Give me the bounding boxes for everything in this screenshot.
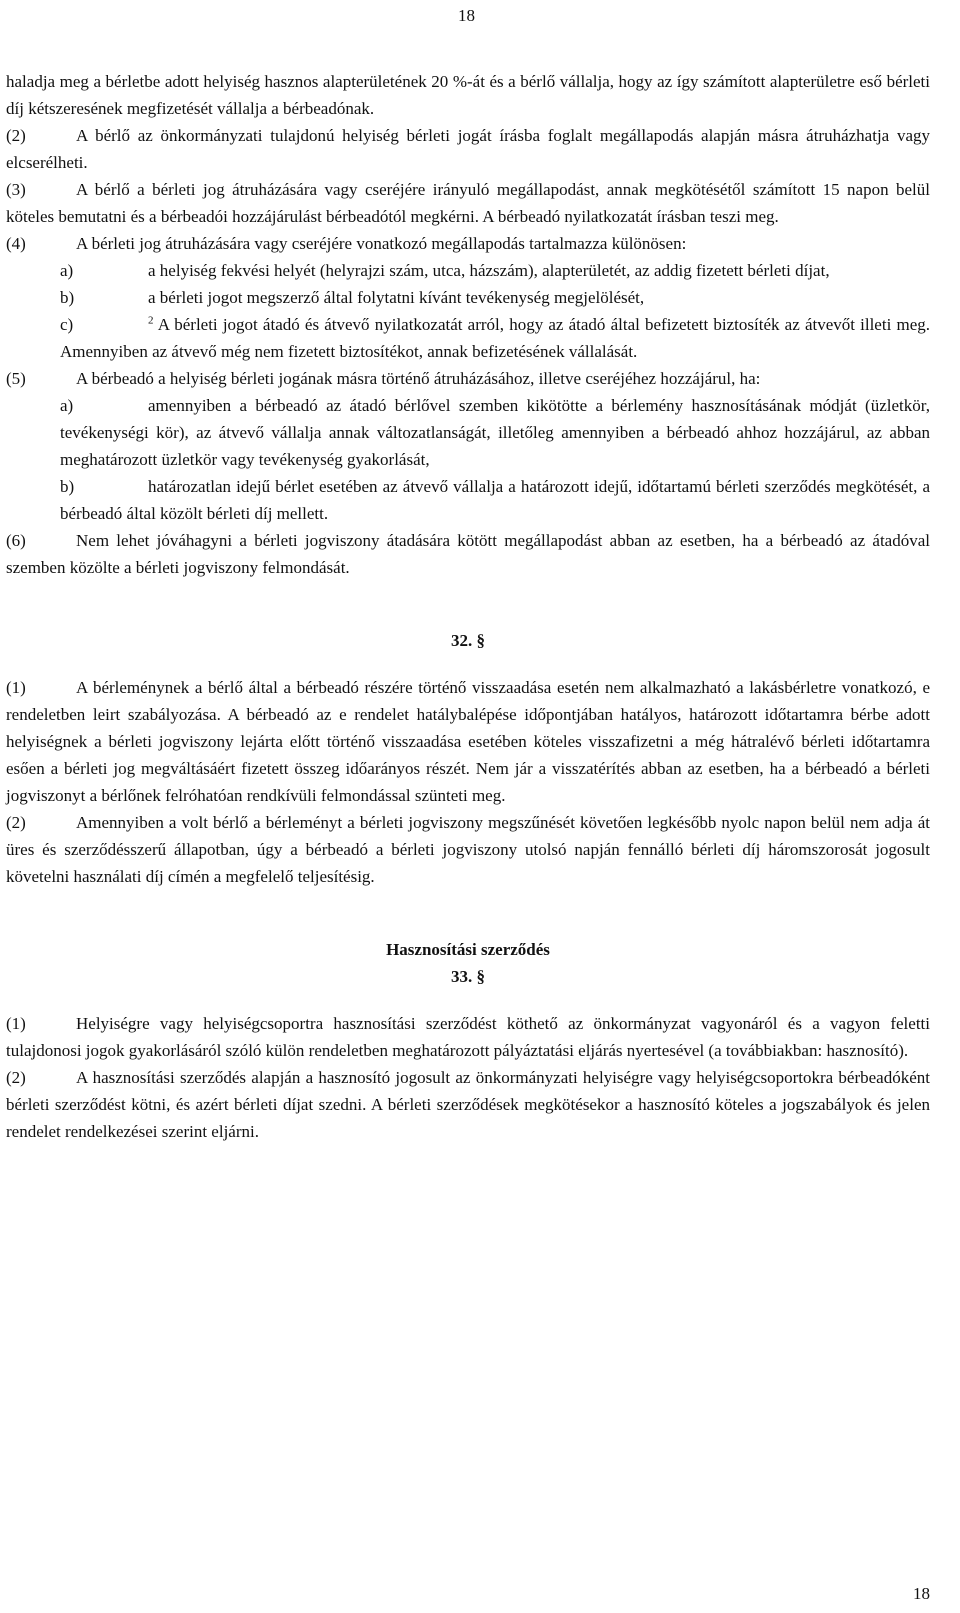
- footnote-mark: 2: [148, 314, 154, 327]
- list-text: a helyiség fekvési helyét (helyrajzi szám, utca, házszám), alapterületét, az addig fizetett bérleti díjat,: [148, 261, 830, 280]
- section-title-32: [6, 627, 930, 654]
- section-number: 32.: [451, 631, 473, 650]
- paragraph-text: A hasznosítási szerződés alapján a hasznosító jogosult az önkormányzati helyiségre vagy helyiségcsoportokra bérbeadóként bérleti szerződést kötni, és azért bérleti díjat szedni. A bérleti szerződések megkötésekor a hasznosító köteles a jogszabályok és jelen rendelet rendelkezései szerint eljárni.: [6, 1068, 930, 1141]
- list-letter: c): [60, 315, 74, 334]
- list-item-5a: [6, 392, 930, 473]
- paragraph-number: (1): [6, 1014, 26, 1033]
- paragraph-text: A bérleménynek a bérlő által a bérbeadó részére történő visszaadása esetén nem alkalmazható a lakásbérletre vonatkozó, e rendeletben leirt szabályozása. A bérbeadó az e rendelet hatálybalépése időpontjában hatályos, határozott időtartamra bérbe adott helyiségnek a bérleti jogviszony lejárta előtt történő visszaadása esetében köteles visszafizetni a még hátralévő bérleti időtartamra esően a bérleti jog megváltásáért fizetett összeg időarányos részét. Nem jár a visszatérítés abban az esetben, ha a bérbeadó a bérleti jogviszonyt a bérlőnek felróhatóan rendkívüli felmondással szünteti meg.: [6, 678, 930, 805]
- paragraph-text: A bérbeadó a helyiség bérleti jogának másra történő átruházásához, illetve cseréjéhez hozzájárul, ha:: [76, 369, 761, 388]
- paragraph-31-3: [6, 176, 930, 230]
- paragraph-number: (2): [6, 813, 26, 832]
- paragraph-33-2: [6, 1064, 930, 1145]
- paragraph-text: Amennyiben a volt bérlő a bérleményt a bérleti jogviszony megszűnését követően legkésőbb nyolc napon belül nem adja át üres és szerződésszerű állapotban, úgy a bérbeadó a bérleti jogviszony utolsó napján fennálló bérleti díj háromszorosát jogosult követelni használati díj címén a megfelelő teljesítésig.: [6, 813, 930, 886]
- paragraph-number: (1): [6, 678, 26, 697]
- list-text: A bérleti jogot átadó és átvevő nyilatkozatát arról, hogy az átadó által befizetett biztosíték az átvevőt illeti meg. Amennyiben az átvevő még nem fizetett biztosítékot, annak befizetésének vállalását.: [60, 315, 930, 361]
- list-text: amennyiben a bérbeadó az átadó bérlővel szemben kikötötte a bérlemény hasznosításának módját (üzletkör, tevékenységi kör), az átvevő vállalja annak változatlanságát, illetőleg amennyiben a bérbeadó ahhoz hozzájárul, az abban meghatározott üzletkör vagy tevékenység gyakorlását,: [60, 396, 930, 469]
- paragraph-number: (2): [6, 1068, 26, 1087]
- list-item-4a: [6, 257, 930, 284]
- paragraph-32-1: [6, 674, 930, 809]
- section-mark: §: [476, 967, 485, 986]
- list-letter: b): [60, 477, 75, 496]
- list-text: határozatlan idejű bérlet esetében az átvevő vállalja a határozott idejű, időtartamú bérleti szerződés megkötését, a bérbeadó által közölt bérleti díj mellett.: [60, 477, 930, 523]
- paragraph-31-6: [6, 527, 930, 581]
- page-number-top: 18: [458, 6, 475, 25]
- section-mark: §: [476, 631, 485, 650]
- paragraph-number: (4): [6, 234, 26, 253]
- paragraph-33-1: [6, 1010, 930, 1064]
- paragraph-31-2: [6, 122, 930, 176]
- page-number-bottom: 18: [913, 1584, 930, 1603]
- section-heading-33: Hasznosítási szerződés: [386, 940, 550, 959]
- paragraph-number: (5): [6, 369, 26, 388]
- list-letter: a): [60, 396, 74, 415]
- paragraph-32-2: [6, 809, 930, 890]
- list-item-4c: [6, 311, 930, 365]
- paragraph-31-4: [6, 230, 930, 257]
- paragraph-continuation: haladja meg a bérletbe adott helyiség hasznos alapterületének 20 %-át és a bérlő vállalja, hogy az így számított alapterületre eső bérleti díj kétszeresének megfizetését vállalja a bérbeadónak.: [6, 72, 930, 118]
- section-number: 33.: [451, 967, 473, 986]
- paragraph-number: (6): [6, 531, 26, 550]
- paragraph-number: (2): [6, 126, 26, 145]
- list-letter: a): [60, 261, 74, 280]
- paragraph-text: Helyiségre vagy helyiségcsoportra hasznosítási szerződést köthető az önkormányzat vagyonáról és a vagyon feletti tulajdonosi jogok gyakorlásáról szóló külön rendeletben meghatározott pályáztatási eljárás nyertesével (a továbbiakban: hasznosító).: [6, 1014, 930, 1060]
- paragraph-text: A bérlő a bérleti jog átruházására vagy cseréjére irányuló megállapodást, annak megkötésétől számított 15 napon belül köteles bemutatni és a bérbeadói hozzájárulást bérbeadótól megkérni. A bérbeadó nyilatkozatát írásban teszi meg.: [6, 180, 930, 226]
- paragraph-text: A bérlő az önkormányzati tulajdonú helyiség bérleti jogát írásba foglalt megállapodás alapján másra átruházhatja vagy elcserélheti.: [6, 126, 930, 172]
- paragraph-number: (3): [6, 180, 26, 199]
- list-item-4b: [6, 284, 930, 311]
- paragraph-text: A bérleti jog átruházására vagy cseréjére vonatkozó megállapodás tartalmazza különösen:: [76, 234, 687, 253]
- list-letter: b): [60, 288, 75, 307]
- paragraph-31-5: [6, 365, 930, 392]
- document-body: [6, 68, 930, 1145]
- section-title-33: [6, 963, 930, 990]
- paragraph-text: Nem lehet jóváhagyni a bérleti jogviszony átadására kötött megállapodást abban az esetben, ha a bérbeadó az átadóval szemben közölte a bérleti jogviszony felmondását.: [6, 531, 930, 577]
- list-text: a bérleti jogot megszerző által folytatni kívánt tevékenység megjelölését,: [148, 288, 645, 307]
- list-item-5b: [6, 473, 930, 527]
